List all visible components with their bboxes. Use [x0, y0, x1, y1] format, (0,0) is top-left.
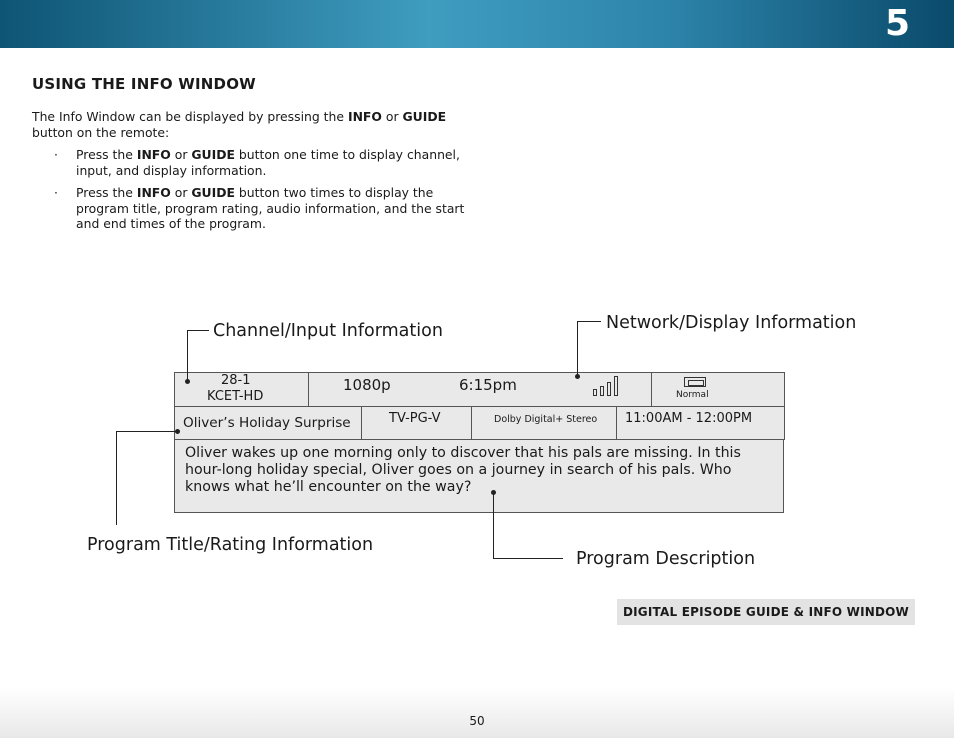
leader-dot	[185, 379, 190, 384]
resolution: 1080p	[343, 376, 391, 394]
leader-line	[187, 330, 209, 331]
channel-number: 28-1	[221, 373, 251, 388]
description-area	[175, 440, 783, 512]
intro-paragraph: The Info Window can be displayed by pressing the INFO or GUIDE button on the remote:	[32, 109, 447, 140]
leader-line	[493, 492, 494, 559]
leader-dot	[491, 490, 496, 495]
footer-bar	[0, 688, 954, 738]
bullet-list	[54, 147, 474, 239]
callout-program-description: Program Description	[576, 549, 756, 569]
program-title: Oliver’s Holiday Surprise	[183, 415, 351, 431]
callout-network-display: Network/Display Information	[606, 313, 857, 333]
channel-cell	[174, 372, 309, 407]
leader-line	[577, 321, 578, 378]
leader-dot	[175, 429, 180, 434]
chapter-number: 5	[884, 3, 910, 44]
rating: TV-PG-V	[389, 411, 441, 426]
figure-caption: DIGITAL EPISODE GUIDE & INFO WINDOW	[617, 599, 915, 625]
callout-channel-input: Channel/Input Information	[213, 321, 443, 341]
list-item: · Press the INFO or GUIDE button one time to display channel, input, and display information.	[54, 147, 474, 178]
audio-info: Dolby Digital+ Stereo	[494, 414, 598, 425]
program-title-cell	[174, 406, 362, 440]
signal-strength-icon	[593, 376, 623, 396]
current-time: 6:15pm	[459, 376, 517, 394]
callout-program-title-rating: Program Title/Rating Information	[87, 535, 374, 555]
section-title: USING THE INFO WINDOW	[32, 75, 256, 93]
aspect-ratio-icon	[684, 377, 706, 387]
rating-cell	[361, 406, 472, 440]
channel-name: KCET-HD	[207, 389, 264, 404]
list-item: · Press the INFO or GUIDE button two times to display the program title, program rating, audio information, and the start and end times of the program.	[54, 185, 474, 232]
time-range: 11:00AM - 12:00PM	[625, 411, 753, 426]
leader-line	[187, 330, 188, 383]
page-number: 50	[469, 714, 485, 728]
header-bar	[0, 0, 954, 48]
info-window	[174, 372, 784, 513]
display-cell	[651, 372, 785, 407]
program-description: Oliver wakes up one morning only to discover that his pals are missing. In this hour-long holiday special, Oliver goes on a journey in search of his pals. Who knows what he’ll encounter on the way?	[185, 445, 741, 495]
time-range-cell	[616, 406, 785, 440]
leader-dot	[575, 374, 580, 379]
picture-mode: Normal	[676, 390, 709, 400]
leader-line	[493, 558, 563, 559]
audio-cell	[471, 406, 617, 440]
leader-line	[577, 321, 601, 322]
leader-line	[116, 431, 178, 432]
leader-line	[116, 431, 117, 525]
